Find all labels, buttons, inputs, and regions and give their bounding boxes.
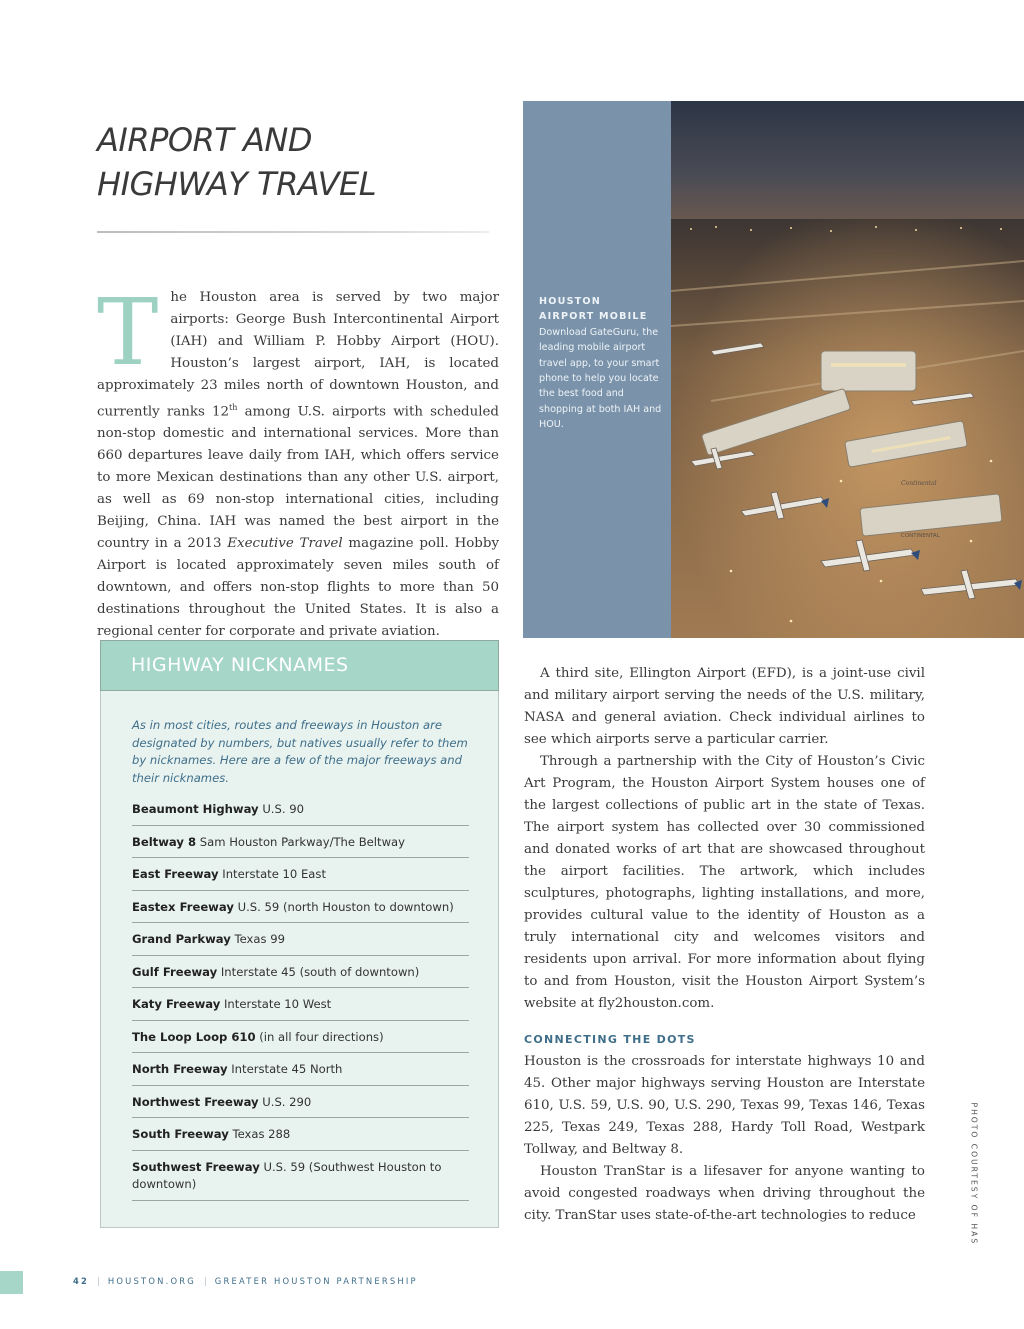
- intro-text-c: magazine poll. Hobby Airport is located approximately seven miles south of downtown, and offers non-stop flights to more than 50 destinations throughout the United States. It is also a regional center for corporate and private aviation.: [97, 536, 500, 640]
- highway-box-intro: As in most cities, routes and freeways in Houston are designated by numbers, but natives usually refer to them by nicknames. Here are a few of the major freeways and their nicknames.: [132, 718, 468, 785]
- highway-name: Gulf Freeway: [132, 964, 218, 979]
- highway-item: [132, 988, 469, 1021]
- highway-item: [132, 891, 469, 924]
- highway-name: The Loop Loop 610: [132, 1029, 256, 1044]
- page-title: [97, 118, 517, 206]
- connecting-dots-heading: CONNECTING THE DOTS: [524, 1033, 696, 1046]
- highway-route: Sam Houston Parkway/The Beltway: [199, 834, 406, 849]
- highway-item: [132, 956, 469, 989]
- highway-name: Katy Freeway: [132, 997, 221, 1011]
- title-line-2: HIGHWAY TRAVEL: [97, 165, 377, 203]
- highway-route: Interstate 10 East: [222, 867, 327, 881]
- intro-text-a: he Houston area is served by two major airports: George Bush Intercontinental Airport (IAH) and William P. Hobby Airport (HOU). Houston’s largest airport, IAH, is located approximately 23 miles north of downtown Houston, and currently ranks 12: [97, 290, 499, 420]
- civic-art-paragraph: Through a partnership with the City of Houston’s Civic Art Program, the Houston Airport System houses one of the largest collections of public art in the state of Texas. The airport system has collected over 30 commissioned and donated works of art that are showcased throughout the airport facilities. The artwork, which includes sculptures, photographs, lighting installations, and more, provides cultural value to the identity of Houston as a truly international city and welcomes visitors and residents upon arrival. For more information about flying to and from Houston, visit the Houston Airport System’s website at fly2houston.com.: [524, 754, 925, 1011]
- magazine-name: Executive Travel: [227, 536, 343, 552]
- highway-item: [132, 923, 469, 956]
- highway-item: [132, 1053, 469, 1086]
- highway-route: U.S. 59 (north Houston to downtown): [237, 899, 454, 914]
- highway-name: Eastex Freeway: [132, 899, 234, 914]
- highway-item: [132, 1118, 469, 1151]
- intro-text-b: among U.S. airports with scheduled non-stop domestic and international services. More than 660 departures leave daily from IAH, which offers service to more Mexican destinations than any other U.S. airport, as well as 69 non-stop international cities, including Beijing, China. IAH was named the best airport in the country in a 2013: [97, 404, 499, 552]
- page-footer: 42 | HOUSTON.ORG | GREATER HOUSTON PARTNERSHIP: [73, 1276, 418, 1286]
- right-column-text: [524, 663, 925, 1227]
- callout-heading-2: AIRPORT MOBILE: [539, 311, 648, 323]
- footer-site: HOUSTON.ORG: [107, 1276, 196, 1286]
- highway-route: U.S. 59 (Southwest Houston to downtown): [132, 1159, 442, 1191]
- highway-route: U.S. 90: [262, 802, 304, 816]
- airport-mobile-callout: [539, 294, 664, 433]
- page-number: 42: [73, 1276, 90, 1286]
- highway-name: Southwest Freeway: [132, 1159, 260, 1174]
- highway-item: [132, 1021, 469, 1054]
- highway-route: Interstate 10 West: [224, 997, 332, 1011]
- plane-livery-2: CONTINENTAL: [901, 533, 940, 539]
- title-line-1: AIRPORT AND: [97, 121, 312, 159]
- highway-route: U.S. 290: [262, 1094, 312, 1109]
- highway-name: Northwest Freeway: [132, 1094, 259, 1109]
- highway-item: [132, 826, 469, 859]
- highway-box-heading: HIGHWAY NICKNAMES: [100, 640, 499, 691]
- airport-aerial-photo: [671, 101, 1024, 638]
- airport-photo-illustration: [671, 101, 1024, 638]
- plane-livery-1: Continental: [901, 480, 937, 487]
- highway-name: Grand Parkway: [132, 932, 231, 946]
- highway-item: [132, 1086, 469, 1119]
- highway-item: [132, 1151, 469, 1201]
- highway-nicknames-box: [100, 640, 499, 1228]
- ellington-paragraph: A third site, Ellington Airport (EFD), is a joint-use civil and military airport serving the needs of the U.S. military, NASA and general aviation. Check individual airlines to see which airports serve a particular carrier.: [524, 666, 925, 747]
- title-divider: [97, 231, 489, 233]
- highway-name: South Freeway: [132, 1127, 229, 1141]
- highway-name: North Freeway: [132, 1062, 228, 1076]
- callout-heading-1: HOUSTON: [539, 296, 602, 307]
- highway-route: Texas 99: [234, 932, 285, 946]
- drop-cap: T: [97, 279, 159, 386]
- highway-route: Interstate 45 (south of downtown): [220, 964, 420, 979]
- highway-name: Beaumont Highway: [132, 802, 259, 816]
- intro-superscript: th: [229, 403, 238, 412]
- transtar-paragraph: Houston TranStar is a lifesaver for anyone wanting to avoid congested roadways when driving throughout the city. TranStar uses state-of-the-art technologies to reduce: [524, 1164, 925, 1223]
- footer-org: GREATER HOUSTON PARTNERSHIP: [214, 1276, 418, 1286]
- highway-route: (in all four directions): [259, 1029, 384, 1044]
- highways-paragraph: Houston is the crossroads for interstate highways 10 and 45. Other major highways serving Houston are Interstate 610, U.S. 59, U.S. 90, U.S. 290, Texas 99, Texas 146, Texas 225, Texas 249, Texas 288, Hardy Toll Road, Westpark Tollway, and Beltway 8.: [524, 1054, 925, 1157]
- highway-route: Texas 288: [232, 1127, 291, 1141]
- highway-item: [132, 793, 469, 826]
- highway-item: [132, 858, 469, 891]
- intro-paragraph: [97, 279, 500, 643]
- highway-name: Beltway 8: [132, 834, 197, 849]
- highway-route: Interstate 45 North: [231, 1062, 343, 1076]
- highway-name: East Freeway: [132, 867, 219, 881]
- photo-credit: PHOTO COURTESY OF HAS: [969, 1102, 979, 1246]
- footer-accent-block: [0, 1271, 23, 1294]
- callout-body: Download GateGuru, the leading mobile airport travel app, to your smart phone to help you locate the best food and shopping at both IAH and HOU.: [539, 326, 662, 431]
- highway-list: [132, 793, 469, 1201]
